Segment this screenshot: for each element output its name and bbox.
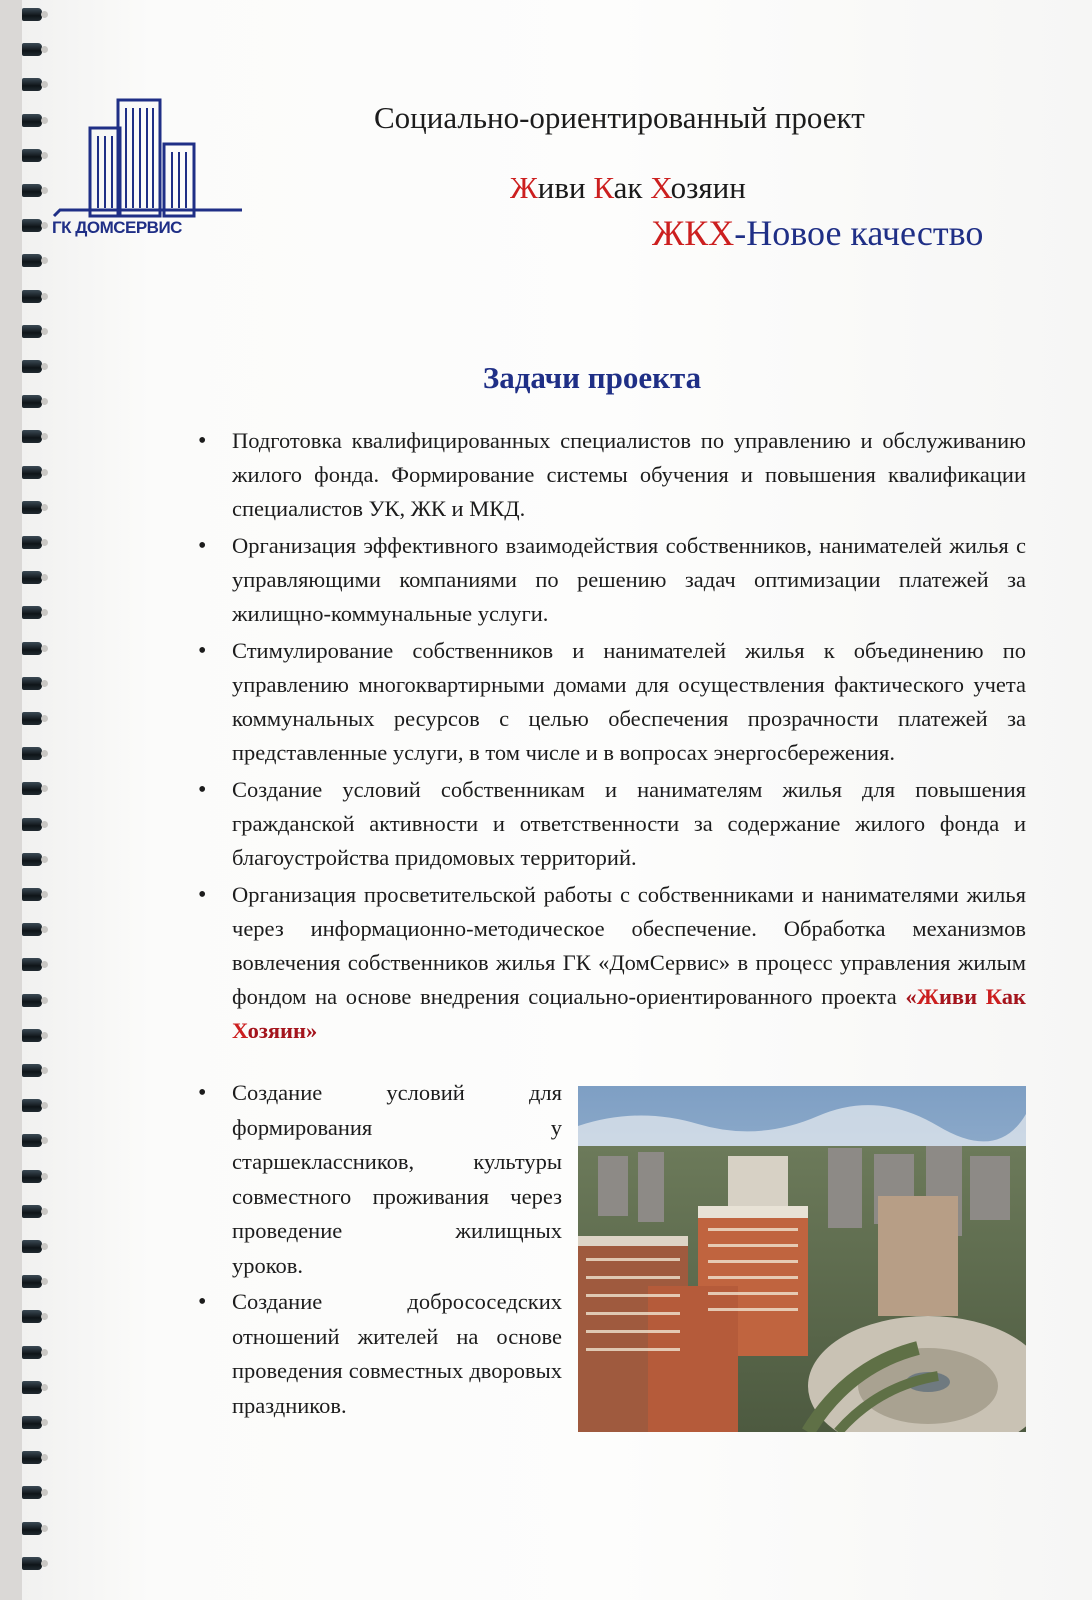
binding-ring	[22, 78, 42, 91]
binding-ring	[22, 1099, 42, 1112]
binding-ring	[22, 43, 42, 56]
project-name-highlight: «Живи Как Хозяин»	[232, 984, 1026, 1043]
binding-ring	[22, 1451, 42, 1464]
binding-ring	[22, 712, 42, 725]
binding-ring	[22, 254, 42, 267]
binding-ring	[22, 1486, 42, 1499]
binding-ring	[22, 747, 42, 760]
list-item: • Организация просветительской работы с собственниками и нанимателями жилья через информационно-методическое обеспечение. Обработка механизмов вовлечения собственников жилья ГК «ДомСервис» в процесс управления жилым фондом на основе внедрения социально-ориентированного проекта «Живи Как Хозяин»	[198, 878, 1026, 1048]
binding-ring	[22, 184, 42, 197]
binding-ring	[22, 219, 42, 232]
binding-ring	[22, 325, 42, 338]
binding-ring	[22, 853, 42, 866]
binding-ring	[22, 114, 42, 127]
binding-ring	[22, 1557, 42, 1570]
binding-ring	[22, 501, 42, 514]
binding-ring	[22, 1064, 42, 1077]
binding-ring	[22, 1275, 42, 1288]
document-page	[22, 0, 1092, 1600]
list-item: • Организация эффективного взаимодействия собственников, нанимателей жилья с управляющими компаниями по решению задач оптимизации платежей за жилищно-коммунальные услуги.	[198, 529, 1026, 631]
binding-ring	[22, 923, 42, 936]
binding-ring	[22, 8, 42, 21]
binding-ring	[22, 1310, 42, 1323]
list-item: • Создание добрососедских отношений жителей на основе проведения совместных дворовых праздников.	[198, 1285, 562, 1423]
binding-ring	[22, 430, 42, 443]
binding-ring	[22, 149, 42, 162]
binding-ring	[22, 395, 42, 408]
binding-ring	[22, 1522, 42, 1535]
binding-ring	[22, 1170, 42, 1183]
project-subtitle: Социально-ориентированный проект	[374, 100, 865, 135]
binding-ring	[22, 1381, 42, 1394]
binding-ring	[22, 994, 42, 1007]
spiral-binding	[22, 0, 52, 1600]
project-tagline: ЖКХ-Новое качество	[652, 213, 984, 253]
binding-ring	[22, 642, 42, 655]
binding-ring	[22, 1416, 42, 1429]
binding-ring	[22, 888, 42, 901]
binding-ring	[22, 1029, 42, 1042]
section-heading: Задачи проекта	[482, 360, 702, 395]
binding-ring	[22, 958, 42, 971]
binding-ring	[22, 818, 42, 831]
binding-ring	[22, 290, 42, 303]
binding-ring	[22, 677, 42, 690]
binding-ring	[22, 536, 42, 549]
binding-ring	[22, 1205, 42, 1218]
list-item: • Стимулирование собственников и нанимателей жилья к объединению по управлению многоквартирными домами для осуществления фактического учета коммунальных ресурсов с целью обеспечения прозрачности платежей за представленные услуги, в том числе и в вопросах энергосбережения.	[198, 634, 1026, 770]
project-slogan: Живи Как Хозяин	[510, 170, 746, 205]
list-item: • Создание условий для формирования у старшеклассников, культуры совместного проживания через проведение жилищных уроков.	[198, 1076, 562, 1283]
binding-ring	[22, 782, 42, 795]
binding-ring	[22, 571, 42, 584]
task-list	[198, 424, 1026, 1051]
list-item: • Подготовка квалифицированных специалистов по управлению и обслуживанию жилого фонда. Формирование системы обучения и повышения квалификации специалистов УК, ЖК и МКД.	[198, 424, 1026, 526]
binding-ring	[22, 606, 42, 619]
company-name: ГК ДОМСЕРВИС	[52, 218, 182, 237]
binding-ring	[22, 466, 42, 479]
binding-ring	[22, 1134, 42, 1147]
city-photo	[578, 1086, 1026, 1432]
task-list-lower	[198, 1076, 562, 1425]
binding-ring	[22, 1240, 42, 1253]
list-item: • Создание условий собственникам и нанимателям жилья для повышения гражданской активности и ответственности за содержание жилого фонда и благоустройства придомовых территорий.	[198, 773, 1026, 875]
binding-ring	[22, 1346, 42, 1359]
